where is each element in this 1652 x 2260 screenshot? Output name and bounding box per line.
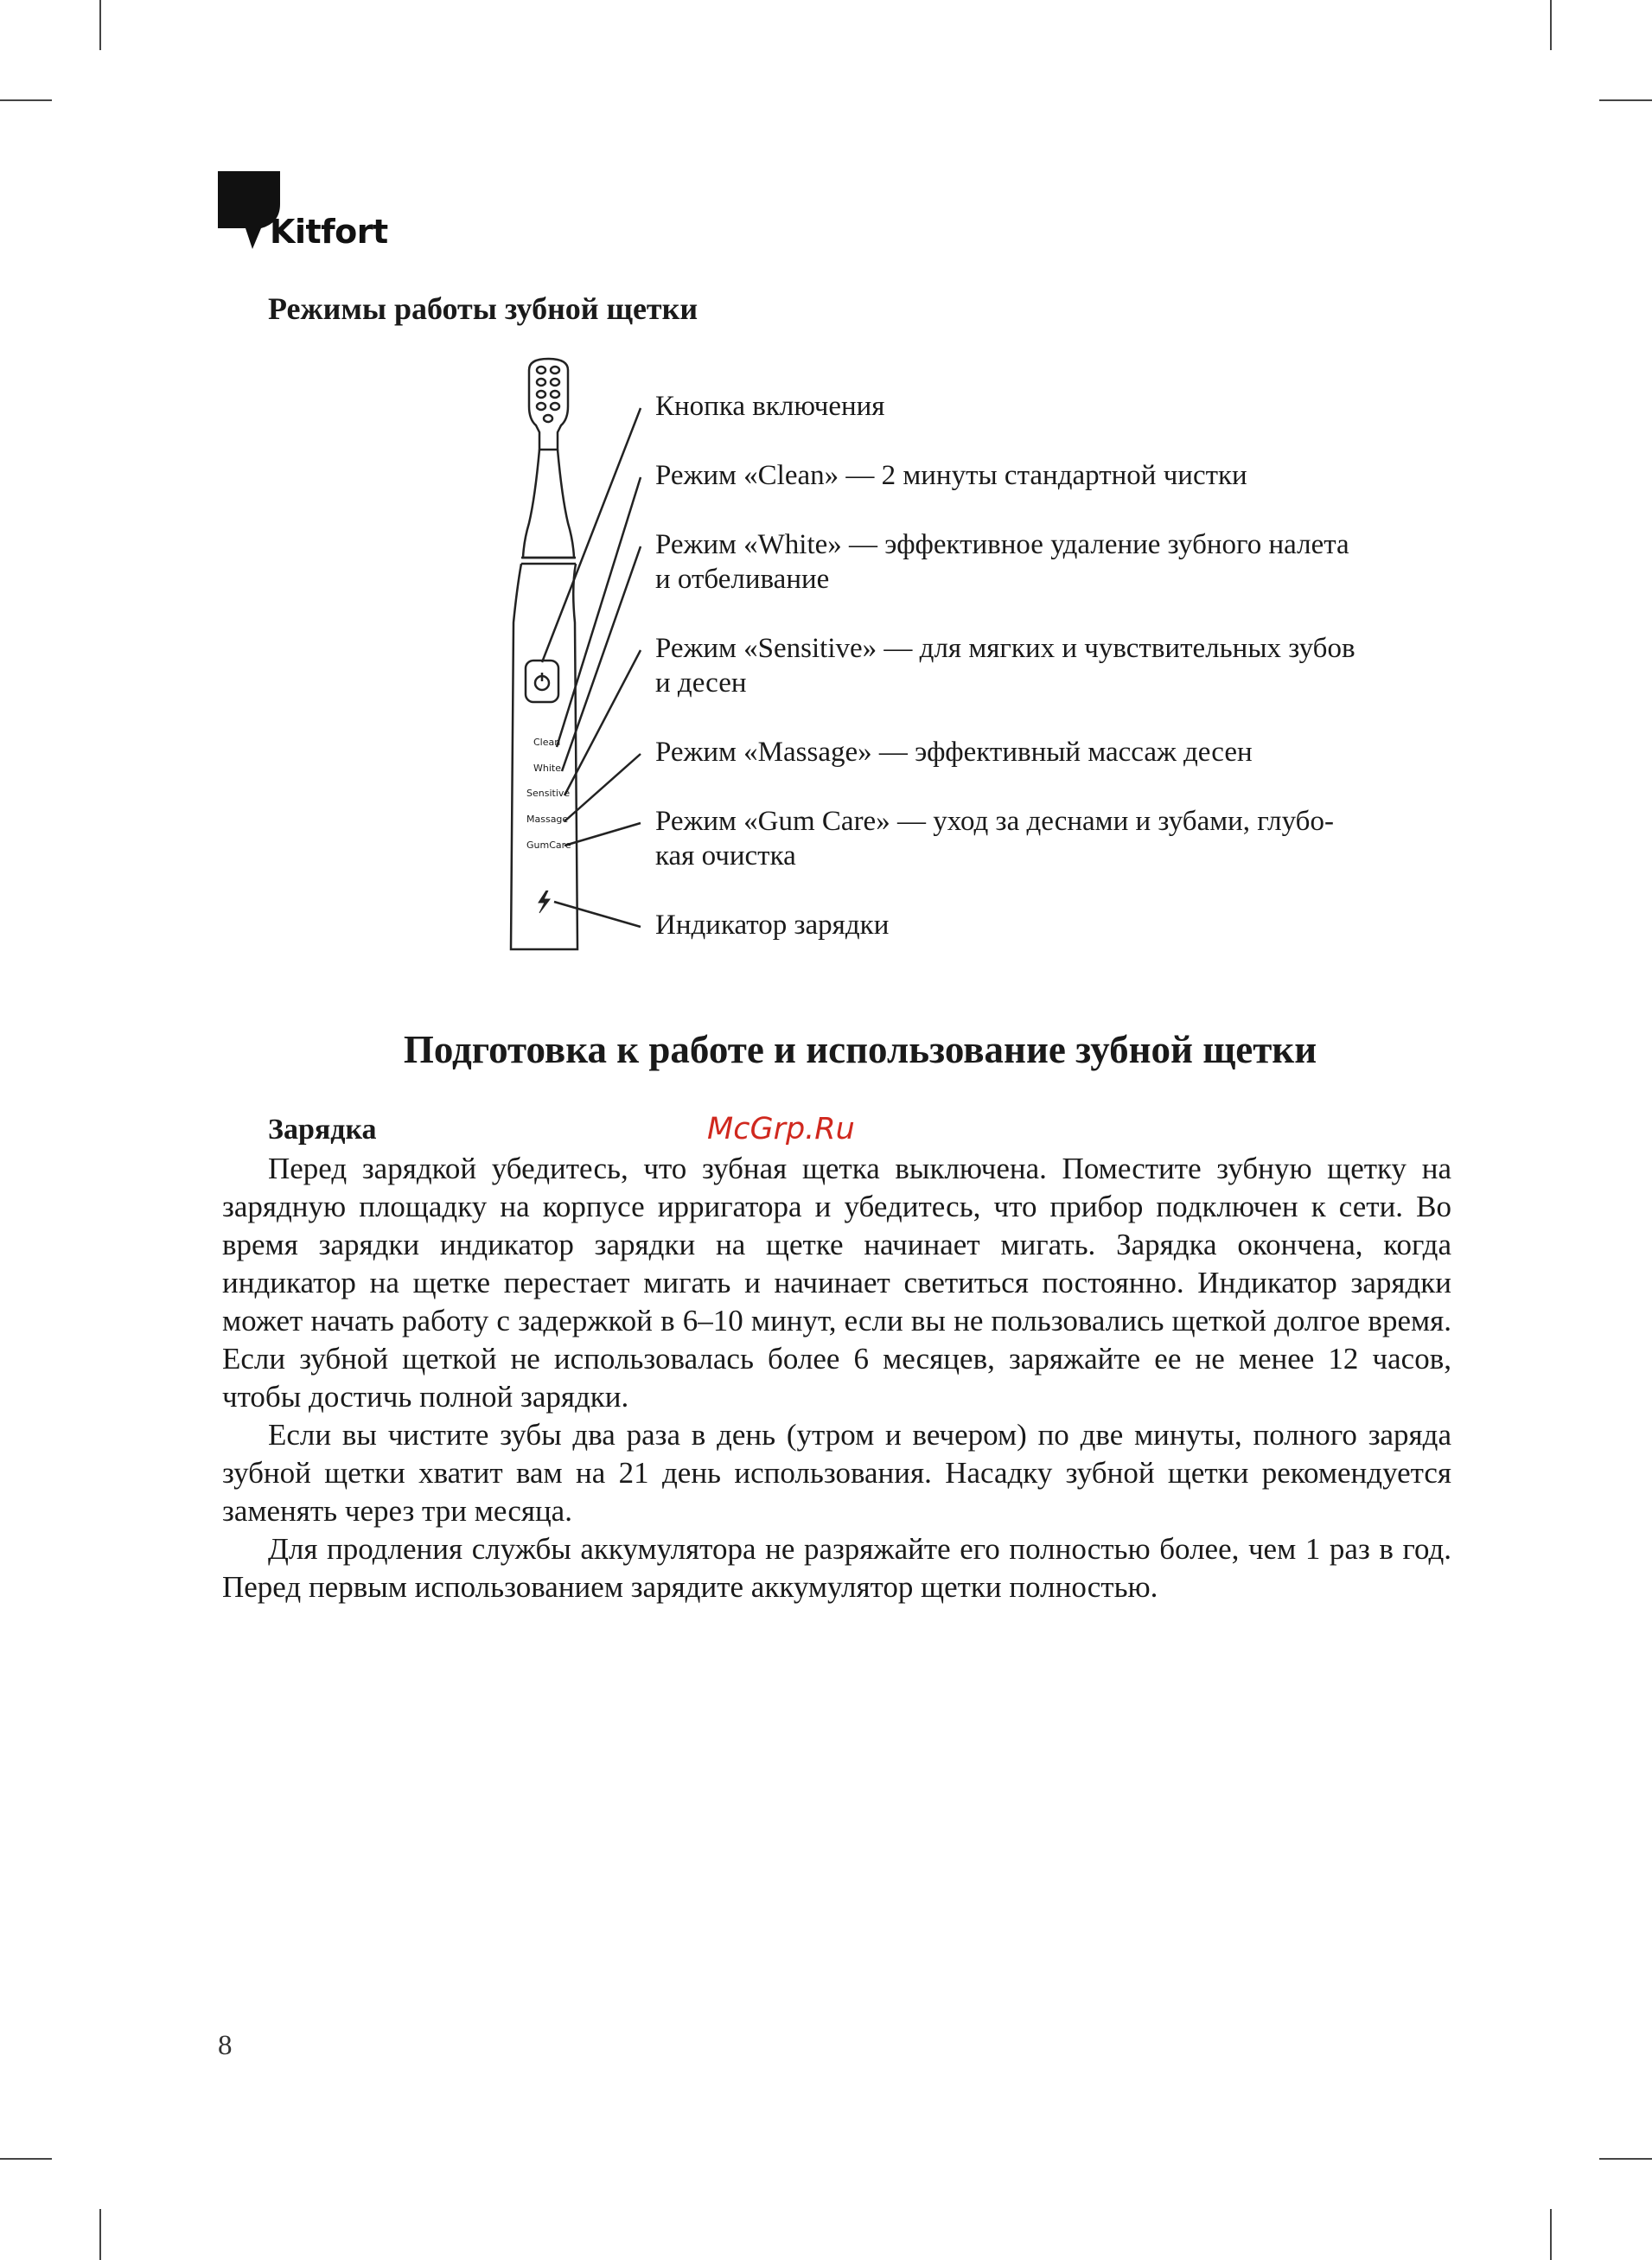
main-title: Подготовка к работе и использование зубной щетки xyxy=(403,1028,1317,1071)
handle-label-sensitive: Sensitive xyxy=(526,788,571,799)
callout-power-button xyxy=(655,389,884,424)
callout-charge-indicator xyxy=(655,908,889,942)
callout-line: и десен xyxy=(655,667,747,699)
callout-gumcare-mode xyxy=(655,804,1334,873)
charging-heading: Зарядка xyxy=(268,1114,377,1146)
page-number: 8 xyxy=(218,2030,233,2061)
handle-label-massage: Massage xyxy=(526,814,569,825)
callout-line: Режим «Gum Care» — уход за деснами и зубами, глубо- xyxy=(655,806,1334,837)
paragraph: Перед зарядкой убедитесь, что зубная щетка выключена. Поместите зубную щетку на зарядную площадку на корпусе ирригатора и убедитесь, что прибор подключен к сети. Во время зарядки индикатор зарядки на щетке начинает мигать. Зарядка окончена, когда индикатор на щетке перестает мигать и начинает светиться постоянно. Индикатор зарядки может начать работу с задержкой в 6–10 минут, если вы не пользовались щеткой долгое время. Если зубной щеткой не использовалась более 6 месяцев, заряжайте ее не менее 12 часов, чтобы достичь полной зарядки. xyxy=(222,1152,1451,1414)
handle-label-clean: Clean xyxy=(533,737,561,748)
crop-mark xyxy=(1599,2158,1652,2160)
callout-line: Режим «Sensitive» — для мягких и чувствительных зубов xyxy=(655,633,1355,664)
callout-clean-mode xyxy=(655,458,1247,493)
charge-indicator-icon xyxy=(539,891,550,913)
crop-mark xyxy=(0,2158,52,2160)
callout-massage-mode xyxy=(655,735,1253,769)
crop-mark xyxy=(99,2209,101,2260)
callout-line: Индикатор зарядки xyxy=(655,910,890,941)
modes-section-title: Режимы работы зубной щетки xyxy=(268,291,698,326)
crop-mark xyxy=(1550,2209,1552,2260)
watermark: McGrp.Ru xyxy=(707,1112,855,1146)
handle-label-white: White xyxy=(533,763,561,774)
paragraph: Для продления службы аккумулятора не разряжайте его полностью более, чем 1 раз в год. Перед первым использованием зарядите аккумулятор щетки полностью. xyxy=(222,1532,1451,1604)
brush-head xyxy=(529,359,568,450)
charging-body xyxy=(222,1150,1451,1606)
paragraph: Если вы чистите зубы два раза в день (утром и вечером) по две минуты, полного заряда зубной щетки хватит вам на 21 день использования. Насадку зубной щетки рекомендуется заменять через три месяца. xyxy=(222,1418,1451,1528)
brush-neck xyxy=(523,450,574,558)
callout-line: и отбеливание xyxy=(655,564,830,595)
handle-label-gumcare: GumCare xyxy=(526,840,571,851)
callout-sensitive-mode xyxy=(655,631,1355,700)
callout-line: Кнопка включения xyxy=(655,391,885,422)
callout-line: Режим «White» — эффективное удаление зубного налета xyxy=(655,529,1349,560)
brand-name: Kitfort xyxy=(270,213,388,251)
callout-white-mode xyxy=(655,527,1349,597)
callout-line: Режим «Massage» — эффективный массаж десен xyxy=(655,737,1253,768)
callout-line: кая очистка xyxy=(655,840,796,871)
callout-line: Режим «Clean» — 2 минуты стандартной чистки xyxy=(655,460,1247,491)
